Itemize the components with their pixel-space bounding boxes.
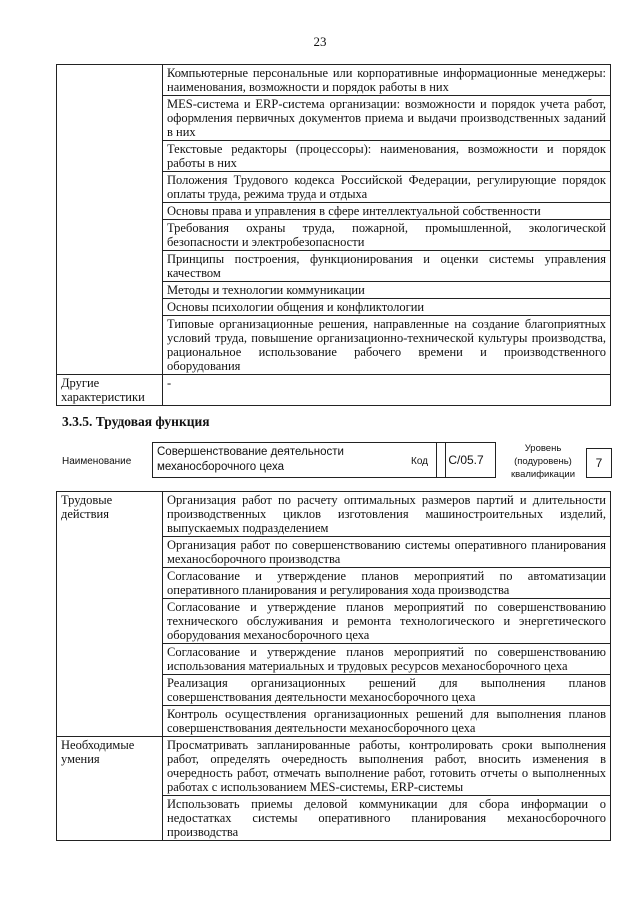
- knowledge-item: Методы и технологии коммуникации: [163, 282, 611, 299]
- level-label: Уровень (подуровень) квалификации: [510, 443, 576, 480]
- action-item: Организация работ по расчету оптимальных размеров партий и длительности производственных циклов изготовления машиностроительных изделий, выпускаемых подразделением: [163, 492, 611, 537]
- name-label: Наименование: [62, 456, 132, 467]
- actions-label: Трудовые действия: [57, 492, 163, 737]
- other-characteristics-label: Другие характеристики: [57, 375, 163, 406]
- function-header: [56, 442, 616, 482]
- table-row: [57, 65, 611, 96]
- action-item: Контроль осуществления организационных решений для выполнения планов совершенствования деятельности механосборочного цеха: [163, 706, 611, 737]
- knowledge-item: Требования охраны труда, пожарной, промышленной, экологической безопасности и электробезопасности: [163, 220, 611, 251]
- table-row: [57, 737, 611, 796]
- knowledge-label-cell: [57, 65, 163, 375]
- skills-label: Необходимые умения: [57, 737, 163, 841]
- action-item: Реализация организационных решений для выполнения планов совершенствования деятельности механосборочного цеха: [163, 675, 611, 706]
- action-item: Согласование и утверждение планов мероприятий по совершенствованию использования материальных и трудовых ресурсов механосборочного цеха: [163, 644, 611, 675]
- action-item: Согласование и утверждение планов мероприятий по совершенствованию технического обслуживания и ремонта технологического и энергетического оборудования механосборочного цеха: [163, 599, 611, 644]
- action-item: Согласование и утверждение планов мероприятий по автоматизации оперативного планирования и регулирования хода производства: [163, 568, 611, 599]
- code-value: С/05.7: [436, 442, 496, 478]
- code-label: Код: [411, 456, 429, 467]
- knowledge-item: Основы психологии общения и конфликтологии: [163, 299, 611, 316]
- knowledge-item: MES-система и ERP-система организации: возможности и порядок учета работ, оформления первичных документов приема и выдачи производственных заданий в них: [163, 96, 611, 141]
- knowledge-table: [56, 64, 611, 406]
- table-row: [57, 375, 611, 406]
- table-row: [57, 492, 611, 537]
- knowledge-item: Типовые организационные решения, направленные на создание благоприятных условий труда, повышение организационно-технической культуры производства, рациональное использование рабочего времени и производственного оборудования: [163, 316, 611, 375]
- skill-item: Просматривать запланированные работы, контролировать сроки выполнения работ, определять очередность выполнения работ, вносить изменения в очередность работ, отмечать выполнение работ, готовить отчеты о выполненных работах с использованием MES-системы, ERP-системы: [163, 737, 611, 796]
- knowledge-item: Принципы построения, функционирования и оценки системы управления качеством: [163, 251, 611, 282]
- name-value: Совершенствование деятельности механосборочного цеха: [152, 442, 446, 478]
- knowledge-item: Текстовые редакторы (процессоры): наименования, возможности и порядок работы в них: [163, 141, 611, 172]
- level-value: 7: [586, 448, 612, 478]
- knowledge-item: Положения Трудового кодекса Российской Федерации, регулирующие порядок оплаты труда, режима труда и отдыха: [163, 172, 611, 203]
- section-title: 3.3.5. Трудовая функция: [62, 414, 210, 429]
- other-characteristics-value: -: [163, 375, 611, 406]
- knowledge-item: Основы права и управления в сфере интеллектуальной собственности: [163, 203, 611, 220]
- page-number: 23: [313, 34, 327, 49]
- action-item: Организация работ по совершенствованию системы оперативного планирования механосборочного производства: [163, 537, 611, 568]
- knowledge-item: Компьютерные персональные или корпоративные информационные менеджеры: наименования, возможности и порядок работы в них: [163, 65, 611, 96]
- skill-item: Использовать приемы деловой коммуникации для сбора информации о недостатках системы оперативного планирования механосборочного производства: [163, 796, 611, 841]
- function-table: [56, 491, 611, 841]
